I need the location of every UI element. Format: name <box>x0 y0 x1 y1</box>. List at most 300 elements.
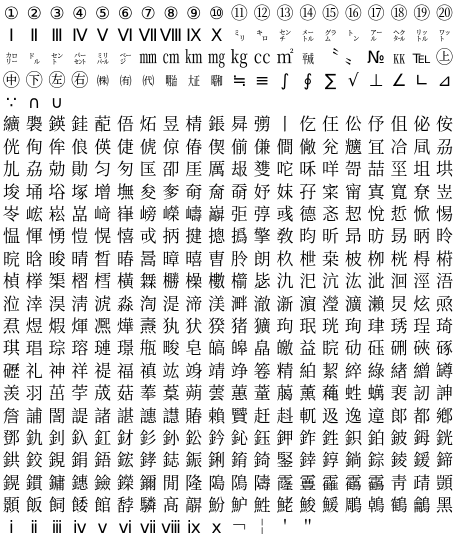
glyph-cell: 鄧 <box>2 428 20 449</box>
glyph-cell: 涬 <box>25 294 43 315</box>
glyph-cell: 晥 <box>2 249 20 270</box>
glyph-cell: 晗 <box>25 249 43 270</box>
glyph-cell: ㌢ <box>279 29 291 44</box>
glyph-cell: 鵫 <box>367 496 385 517</box>
glyph-cell: ㎜ <box>139 48 157 69</box>
glyph-cell: 館 <box>94 496 112 517</box>
glyph-cell: 靍 <box>344 473 362 494</box>
glyph-cell: 蕫 <box>253 384 271 405</box>
glyph-cell: 鰀 <box>322 496 340 517</box>
glyph-row <box>0 428 456 450</box>
glyph-cell: ⅱ <box>30 518 39 539</box>
glyph-cell: 茁 <box>48 384 66 405</box>
glyph-cell: 訒 <box>413 384 431 405</box>
glyph-cell: ￢ <box>230 518 248 539</box>
glyph-cell: ⑤ <box>94 3 111 24</box>
glyph-cell: 犾 <box>185 316 203 337</box>
glyph-cell: 溿 <box>230 294 248 315</box>
glyph-cell: 﨑 <box>94 205 112 226</box>
glyph-cell: 增 <box>94 182 112 203</box>
glyph-row <box>0 70 456 92</box>
glyph-cell: ⅰ <box>9 518 14 539</box>
glyph-cell: ㊧ <box>48 70 66 91</box>
glyph-cell: 夋 <box>139 182 157 203</box>
glyph-cell: 鍈 <box>48 115 66 136</box>
glyph-cell: 甯 <box>344 182 362 203</box>
glyph-cell: 寀 <box>322 182 340 203</box>
glyph-cell: 侊 <box>2 137 20 158</box>
glyph-cell: 﨔 <box>25 272 43 293</box>
glyph-cell: 瀅 <box>322 294 340 315</box>
glyph-cell: 顗 <box>436 473 454 494</box>
glyph-cell: ㎝ <box>162 48 180 69</box>
glyph-cell: 偆 <box>185 137 203 158</box>
glyph-cell: 憘 <box>116 227 134 248</box>
glyph-cell: ⑭ <box>299 3 317 24</box>
glyph-cell: 〝 <box>322 48 340 69</box>
glyph-cell: 涖 <box>2 294 20 315</box>
glyph-cell: 妤 <box>253 182 271 203</box>
glyph-cell: 祥 <box>71 361 89 382</box>
glyph-cell: 鈆 <box>185 428 203 449</box>
glyph-cell: 偂 <box>230 137 248 158</box>
glyph-cell: 凞 <box>94 316 112 337</box>
glyph-cell: 朗 <box>253 249 271 270</box>
glyph-cell: ㌍ <box>5 51 18 66</box>
glyph-cell: 惕 <box>436 205 454 226</box>
glyph-cell: 硎 <box>390 339 408 360</box>
glyph-cell: 鉀 <box>276 428 294 449</box>
glyph-cell <box>388 518 411 540</box>
glyph-cell: ㌃ <box>370 29 382 44</box>
glyph-cell: 浯 <box>436 272 454 293</box>
glyph-cell: 鉙 <box>344 428 362 449</box>
glyph-cell: 﨓 <box>436 249 454 270</box>
glyph-cell: 偀 <box>94 137 112 158</box>
glyph-cell: 綷 <box>344 361 362 382</box>
glyph-row <box>0 137 456 159</box>
glyph-cell: 鈼 <box>299 428 317 449</box>
glyph-cell: ㈲ <box>119 74 132 89</box>
glyph-cell: 﨣 <box>276 406 294 427</box>
glyph-cell: 寬 <box>390 182 408 203</box>
glyph-cell: ㍉ <box>233 29 246 44</box>
glyph-cell <box>68 93 91 115</box>
glyph-cell: 侚 <box>25 137 43 158</box>
glyph-row <box>0 361 456 383</box>
glyph-cell: 黑 <box>436 496 454 517</box>
glyph-cell: 羡 <box>2 384 20 405</box>
glyph-cell: 淲 <box>94 294 112 315</box>
glyph-cell: ∪ <box>50 93 64 114</box>
glyph-cell: 晳 <box>94 249 112 270</box>
glyph-cell: 洄 <box>390 272 408 293</box>
glyph-cell: ③ <box>49 3 65 24</box>
glyph-cell: ㍽ <box>188 74 200 89</box>
glyph-cell: 錥 <box>230 451 248 472</box>
glyph-cell: 綠 <box>367 361 385 382</box>
glyph-cell: Ⅶ <box>138 25 158 46</box>
glyph-cell: 﨨 <box>299 451 317 472</box>
glyph-cell: 昻 <box>344 227 362 248</box>
glyph-cell: 岺 <box>2 205 20 226</box>
glyph-cell: 孖 <box>299 182 317 203</box>
glyph-cell: 劯 <box>344 339 362 360</box>
glyph-cell: 禔 <box>94 361 112 382</box>
glyph-cell: 毖 <box>253 272 271 293</box>
glyph-cell: 桒 <box>322 249 340 270</box>
glyph-cell: 晙 <box>48 249 66 270</box>
glyph-cell: ㌫ <box>74 51 86 66</box>
glyph-cell: 恝 <box>344 205 362 226</box>
glyph-cell: ∮ <box>303 70 313 91</box>
glyph-cell: 纊 <box>2 115 20 136</box>
glyph-cell <box>274 93 297 115</box>
glyph-cell: ⊿ <box>437 70 452 91</box>
glyph-cell <box>319 518 342 540</box>
glyph-cell: 伹 <box>390 115 408 136</box>
glyph-cell: 銈 <box>71 115 89 136</box>
glyph-cell: 冝 <box>367 137 385 158</box>
glyph-cell: ⅵ <box>118 518 133 539</box>
glyph-cell: 鋗 <box>71 451 89 472</box>
glyph-cell: 渹 <box>139 294 157 315</box>
glyph-cell: 奓 <box>162 182 180 203</box>
glyph-cell: ㌣ <box>51 51 63 66</box>
glyph-cell: 鎤 <box>2 473 20 494</box>
glyph-cell: ∑ <box>324 70 337 91</box>
glyph-row <box>0 115 456 137</box>
glyph-cell: 炅 <box>390 294 408 315</box>
glyph-cell: 鄕 <box>436 406 454 427</box>
glyph-cell: 焄 <box>2 316 20 337</box>
glyph-cell: 絜 <box>322 361 340 382</box>
glyph-cell: 釥 <box>162 428 180 449</box>
glyph-cell: ㎎ <box>208 48 226 69</box>
glyph-cell: 沆 <box>322 272 340 293</box>
glyph-cell: 軏 <box>299 406 317 427</box>
glyph-cell: 硺 <box>436 339 454 360</box>
glyph-row <box>0 518 456 540</box>
glyph-cell: ㍼ <box>210 74 223 89</box>
glyph-cell: ⑩ <box>208 3 225 24</box>
glyph-cell: 諸 <box>94 406 112 427</box>
glyph-cell: 曺 <box>208 249 226 270</box>
glyph-cell <box>365 518 388 540</box>
glyph-cell: 﨟 <box>276 384 294 405</box>
glyph-cell: ⑫ <box>253 3 271 24</box>
glyph-cell: 銧 <box>436 428 454 449</box>
glyph-cell: ℡ <box>412 48 431 69</box>
glyph-cell: 俉 <box>116 115 134 136</box>
glyph-cell: 僴 <box>276 137 294 158</box>
glyph-cell: 塚 <box>71 182 89 203</box>
glyph-row <box>0 451 456 473</box>
glyph-cell: 渼 <box>208 294 226 315</box>
glyph-cell: ⑳ <box>436 3 454 24</box>
glyph-cell: 棈 <box>185 115 203 136</box>
glyph-cell: 煆 <box>48 316 66 337</box>
glyph-cell: 愠 <box>2 227 20 248</box>
glyph-cell: 璟 <box>116 339 134 360</box>
glyph-cell: 兊 <box>322 137 340 158</box>
glyph-cell: ⅹ <box>211 518 222 539</box>
glyph-cell: Ⅴ <box>96 25 109 46</box>
glyph-cell: 榘 <box>48 272 66 293</box>
glyph-cell: 鑅 <box>116 473 134 494</box>
glyph-cell: 琪 <box>2 339 20 360</box>
glyph-cell: 蠇 <box>367 384 385 405</box>
glyph-cell: 﨏 <box>48 182 66 203</box>
glyph-cell: Ⅲ <box>51 25 63 46</box>
glyph-cell: 鋠 <box>185 451 203 472</box>
glyph-cell: 昕 <box>322 227 340 248</box>
glyph-cell: 忞 <box>322 205 340 226</box>
glyph-cell: 倞 <box>162 137 180 158</box>
glyph-cell: ⑬ <box>276 3 294 24</box>
glyph-cell: 燁 <box>116 316 134 337</box>
glyph-cell: 涇 <box>413 272 431 293</box>
glyph-cell: 鋙 <box>94 451 112 472</box>
glyph-cell: 逸 <box>344 406 362 427</box>
glyph-cell: 琇 <box>390 316 408 337</box>
glyph-cell: 靃 <box>322 473 340 494</box>
glyph-cell: 擎 <box>253 227 271 248</box>
glyph-cell: 鋐 <box>116 451 134 472</box>
glyph-cell: ⅶ <box>139 518 157 539</box>
glyph-cell: ￤ <box>253 518 271 539</box>
glyph-cell: 鋕 <box>162 451 180 472</box>
glyph-cell: 﨡 <box>344 384 362 405</box>
glyph-cell: 﨤 <box>322 406 340 427</box>
glyph-cell: 埈 <box>2 182 20 203</box>
glyph-cell: ＇ <box>276 518 294 539</box>
glyph-row <box>0 160 456 182</box>
glyph-cell: 贒 <box>230 406 248 427</box>
glyph-cell: 罇 <box>436 361 454 382</box>
glyph-cell: 厓 <box>185 160 203 181</box>
glyph-cell: 叝 <box>230 160 248 181</box>
glyph-cell: 皛 <box>253 339 271 360</box>
glyph-cell: 汯 <box>344 272 362 293</box>
glyph-cell: ㎡ <box>276 48 294 69</box>
glyph-cell: 靕 <box>413 473 431 494</box>
glyph-cell: 丨 <box>276 115 294 136</box>
glyph-row <box>0 3 456 25</box>
glyph-row <box>0 249 456 271</box>
glyph-cell: 昞 <box>413 227 431 248</box>
glyph-cell: 蕙 <box>230 384 248 405</box>
glyph-cell: 犱 <box>162 316 180 337</box>
glyph-cell: 勀 <box>48 160 66 181</box>
glyph-cell: 釤 <box>139 428 157 449</box>
glyph-cell: 荿 <box>94 384 112 405</box>
glyph-cell: 昱 <box>162 115 180 136</box>
glyph-cell: 悅 <box>367 205 385 226</box>
glyph-cell <box>388 93 411 115</box>
glyph-cell: 嵭 <box>139 205 157 226</box>
glyph-cell: Ⅹ <box>210 25 223 46</box>
glyph-cell: 煇 <box>71 316 89 337</box>
glyph-cell: 刕 <box>436 137 454 158</box>
glyph-cell: 傔 <box>253 137 271 158</box>
glyph-row <box>0 93 456 115</box>
glyph-cell: 隆 <box>185 473 203 494</box>
glyph-cell <box>160 93 183 115</box>
glyph-cell: 荢 <box>71 384 89 405</box>
glyph-cell: ㈹ <box>142 74 154 89</box>
glyph-cell: 卲 <box>162 160 180 181</box>
glyph-cell: 鏞 <box>48 473 66 494</box>
glyph-cell: 彧 <box>276 205 294 226</box>
glyph-cell <box>205 93 228 115</box>
glyph-cell: ⅳ <box>72 518 87 539</box>
glyph-cell: Ⅸ <box>185 25 202 46</box>
glyph-cell: 閒 <box>162 473 180 494</box>
glyph-cell: ⑮ <box>322 3 340 24</box>
glyph-cell: 晴 <box>71 249 89 270</box>
glyph-cell: 暲 <box>162 249 180 270</box>
glyph-cell: ㊥ <box>2 70 20 91</box>
glyph-cell: 妺 <box>276 182 294 203</box>
glyph-cell: 竧 <box>185 361 203 382</box>
glyph-cell: 畯 <box>162 339 180 360</box>
glyph-cell: 敎 <box>276 227 294 248</box>
glyph-cell: 髜 <box>185 496 203 517</box>
glyph-cell: 鉷 <box>2 451 20 472</box>
glyph-cell: ㌧ <box>347 29 360 44</box>
glyph-cell: 馞 <box>116 496 134 517</box>
glyph-cell: 昤 <box>436 227 454 248</box>
glyph-cell: 靏 <box>367 473 385 494</box>
glyph-cell: 釗 <box>48 428 66 449</box>
glyph-cell: 弡 <box>230 205 248 226</box>
glyph-cell: 匀 <box>94 160 112 181</box>
glyph-cell: 珵 <box>413 316 431 337</box>
glyph-cell: √ <box>347 70 359 91</box>
glyph-cell: 栁 <box>367 249 385 270</box>
glyph-cell: 鉸 <box>25 451 43 472</box>
glyph-cell: 賴 <box>208 406 226 427</box>
glyph-cell: 煜 <box>25 316 43 337</box>
glyph-cell: 俍 <box>71 137 89 158</box>
glyph-row <box>0 25 456 47</box>
glyph-cell: 鐱 <box>94 473 112 494</box>
glyph-cell: 奝 <box>208 182 226 203</box>
glyph-cell: ④ <box>72 3 88 24</box>
glyph-cell: 撝 <box>230 227 248 248</box>
glyph-cell: 愰 <box>94 227 112 248</box>
glyph-cell: 詹 <box>2 406 20 427</box>
glyph-cell: 崧 <box>48 205 66 226</box>
glyph-cell: 嶸 <box>162 205 180 226</box>
glyph-cell: 鉧 <box>413 428 431 449</box>
glyph-row <box>0 205 456 227</box>
glyph-cell: 鍰 <box>413 451 431 472</box>
glyph-cell: ⑥ <box>117 3 133 24</box>
glyph-cell: 誧 <box>25 406 43 427</box>
glyph-cell: 皜 <box>208 339 226 360</box>
glyph-cell: № <box>367 48 385 69</box>
glyph-cell: 奛 <box>185 182 203 203</box>
glyph-cell: 橳 <box>162 272 180 293</box>
glyph-cell: 竑 <box>162 361 180 382</box>
glyph-cell: Ⅷ <box>159 25 183 46</box>
glyph-cell: 鋓 <box>208 451 226 472</box>
glyph-cell: 鮻 <box>299 496 317 517</box>
glyph-cell: 埇 <box>25 182 43 203</box>
glyph-cell: ㍗ <box>438 29 451 44</box>
glyph-cell: 濵 <box>299 294 317 315</box>
glyph-cell: 德 <box>299 205 317 226</box>
glyph-cell: 譓 <box>139 406 157 427</box>
glyph-cell: 橆 <box>139 272 157 293</box>
glyph-cell: ∠ <box>391 70 407 91</box>
glyph-row <box>0 339 456 361</box>
glyph-cell: ㌔ <box>256 29 268 44</box>
glyph-cell: 鉎 <box>322 428 340 449</box>
glyph-cell: 鈊 <box>230 428 248 449</box>
glyph-cell: 咊 <box>299 160 317 181</box>
glyph-cell: 﨩 <box>208 473 226 494</box>
glyph-cell: 奣 <box>230 182 248 203</box>
glyph-cell: 都 <box>413 406 431 427</box>
glyph-cell: 竫 <box>230 361 248 382</box>
glyph-cell: 樰 <box>94 272 112 293</box>
glyph-cell: ㊨ <box>71 70 89 91</box>
glyph-cell: 砡 <box>367 339 385 360</box>
glyph-cell: 曻 <box>230 115 248 136</box>
glyph-cell: 箞 <box>253 361 271 382</box>
glyph-cell <box>365 93 388 115</box>
glyph-cell: 髙 <box>162 496 180 517</box>
glyph-cell: 玽 <box>276 316 294 337</box>
glyph-cell: 嶹 <box>185 205 203 226</box>
glyph-cell: ㎞ <box>185 48 203 69</box>
glyph-cell: 櫢 <box>208 272 226 293</box>
glyph-cell: 譿 <box>162 406 180 427</box>
glyph-cell: Ⅱ <box>30 25 39 46</box>
glyph-cell: 暙 <box>116 249 134 270</box>
glyph-cell: 誾 <box>48 406 66 427</box>
glyph-cell: 嵓 <box>71 205 89 226</box>
glyph-cell: 神 <box>48 361 66 382</box>
glyph-table <box>0 3 456 541</box>
glyph-cell: 湜 <box>162 294 180 315</box>
glyph-cell: 仡 <box>299 115 317 136</box>
glyph-cell: 赶 <box>253 406 271 427</box>
glyph-cell: 泚 <box>367 272 385 293</box>
glyph-cell: 羽 <box>25 384 43 405</box>
glyph-cell: 槢 <box>71 272 89 293</box>
glyph-cell: 伃 <box>367 115 385 136</box>
glyph-cell <box>251 93 274 115</box>
glyph-cell: 倢 <box>116 137 134 158</box>
glyph-cell: ∵ <box>5 93 17 114</box>
glyph-cell: 柀 <box>344 249 362 270</box>
glyph-cell: 諟 <box>71 406 89 427</box>
glyph-cell: ㍾ <box>165 74 177 89</box>
glyph-cell: 蕓 <box>208 384 226 405</box>
glyph-cell: 琮 <box>48 339 66 360</box>
glyph-cell: ㌘ <box>324 29 337 44</box>
glyph-cell: 飼 <box>48 496 66 517</box>
glyph-cell: 橾 <box>185 272 203 293</box>
glyph-cell: 兤 <box>344 137 362 158</box>
glyph-cell: ≒ <box>232 70 247 91</box>
glyph-cell: 猤 <box>208 316 226 337</box>
glyph-cell: 鸙 <box>413 496 431 517</box>
